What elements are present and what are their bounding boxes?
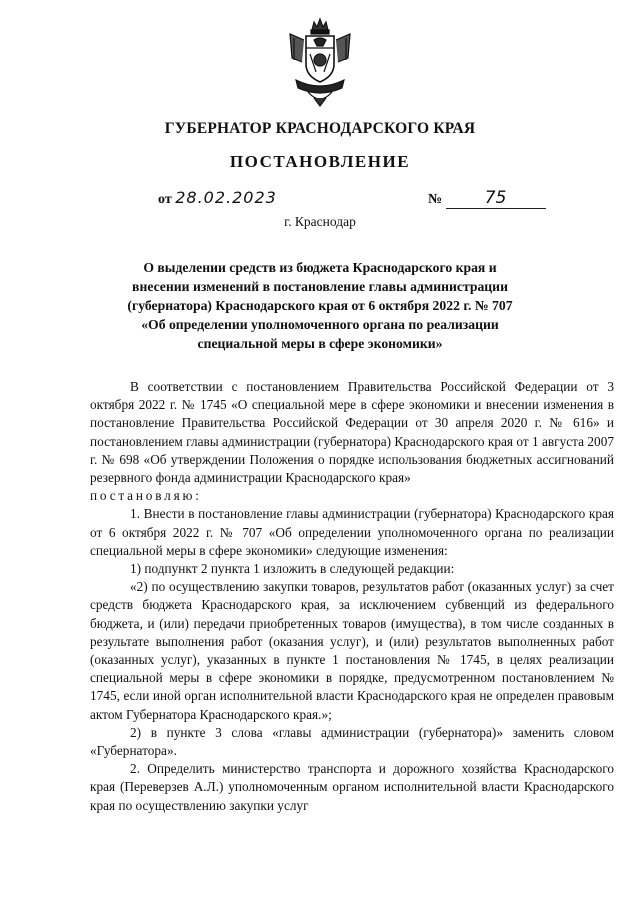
document-body bbox=[90, 378, 614, 815]
paragraph-quote: «2) по осуществлению закупки товаров, результатов работ (оказанных услуг) за счет средств бюджета Краснодарского края, за исключением субвенций из федерального бюджета, и (или) передачи приобретенных товаров (имущества), в том числе созданных в результате выполнения работ (оказания услуг), и (или) результатов выполненных работ (оказанных услуг), указанных в пункте 1 постановления № 1745, в целях реализации специальной меры в сфере экономики в порядке, предусмотренном постановлением № 1745, если иной орган исполнительной власти Краснодарского края не определен правовым актом Губернатора Краснодарского края.»; bbox=[90, 579, 614, 722]
paragraph-subitem-1: 1) подпункт 2 пункта 1 изложить в следующей редакции: bbox=[130, 561, 455, 577]
number-prefix: № bbox=[428, 192, 443, 207]
date-value: 28.02.2023 bbox=[175, 188, 277, 207]
issuing-authority: ГУБЕРНАТОР КРАСНОДАРСКОГО КРАЯ bbox=[164, 120, 476, 137]
document-title: О выделении средств из бюджета Краснодарского края и внесении изменений в постановление главы администрации (губернатора) Краснодарского края от 6 октября 2022 г. № 707 «Об определении уполномоченного органа по реализации специальной меры в сфере экономики» bbox=[127, 260, 513, 351]
document-type: ПОСТАНОВЛЕНИЕ bbox=[229, 152, 411, 171]
paragraph-item-1: 1. Внести в постановление главы администрации (губернатора) Краснодарского края от 6 октября 2022 г. № 707 «Об определении уполномоченного органа по реализации специальной меры в сфере экономики» следующие изменения: bbox=[90, 506, 614, 558]
number-value: 75 bbox=[484, 188, 507, 208]
number-line bbox=[428, 188, 554, 209]
paragraph-item-2: 2. Определить министерство транспорта и дорожного хозяйства Краснодарского края (Переверзев А.Л.) уполномоченным органом исполнительной власти Краснодарского края по осуществлению закупки услуг bbox=[90, 761, 614, 813]
paragraph-subitem-2: 2) в пункте 3 слова «главы администрации (губернатора)» заменить словом «Губернатора». bbox=[90, 724, 614, 759]
paragraph-preamble: В соответствии с постановлением Правительства Российской Федерации от 3 октября 2022 г. № 1745 «О специальной мере в сфере экономики и внесении изменения в постановление Правительства Российской Федерации от 30 апреля 2020 г. № 616» и постановлением главы администрации (губернатора) Краснодарского края от 1 августа 2007 г. № 698 «Об утверждении Положения о порядке использования бюджетных ассигнований резервного фонда администрации Краснодарского края» постановляю: bbox=[90, 379, 614, 504]
coat-of-arms-emblem bbox=[286, 14, 354, 110]
date-prefix: от bbox=[158, 192, 172, 207]
city: г. Краснодар bbox=[284, 214, 356, 229]
date-line bbox=[158, 188, 277, 208]
resolution-word: постановляю: bbox=[90, 488, 202, 504]
